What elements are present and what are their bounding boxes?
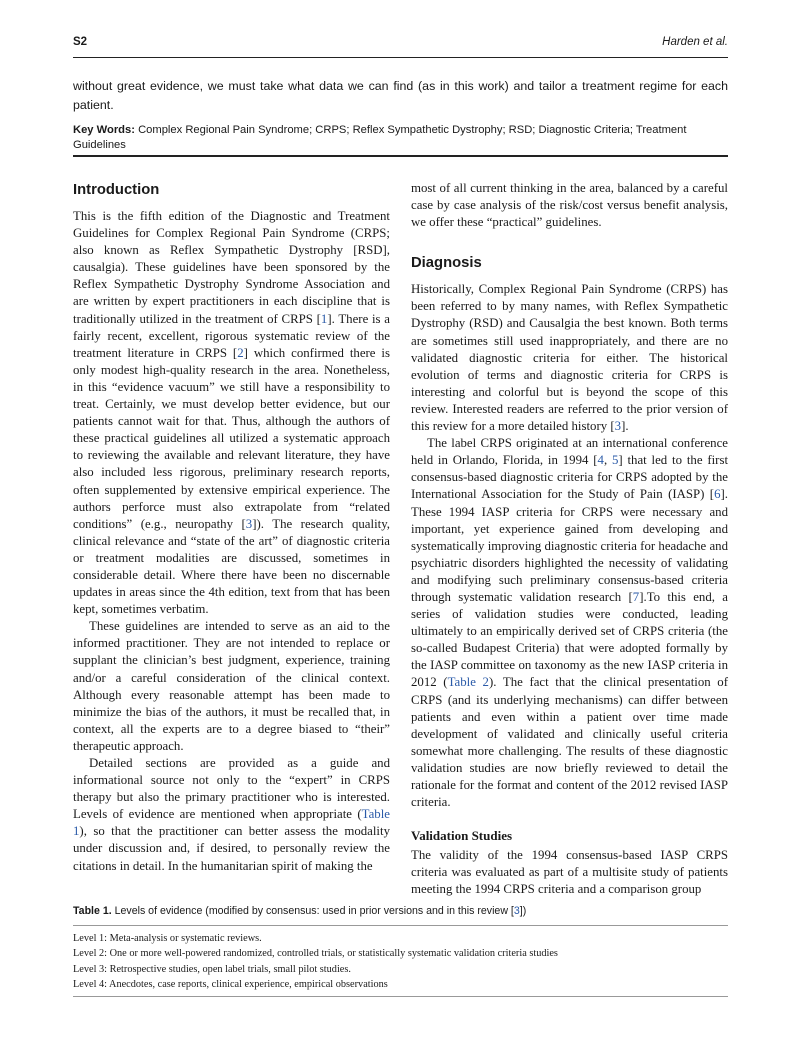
table-row: Level 1: Meta-analysis or systematic reviews. [73,933,262,944]
validation-paragraph-1: The validity of the 1994 consensus-based IASP CRPS criteria was evaluated as part of a multisite study of patients meeting the 1994 CRPS criteria and a comparison group [411,848,728,897]
introduction-paragraph-1: This is the fifth edition of the Diagnostic and Treatment Guidelines for Complex Regional Pain Syndrome (CRPS; also known as Reflex Sympathetic Dystrophy [RSD], causalgia). These guidelines have been sponsored by the Reflex Sympathetic Dystrophy Syndrome Association and are written by expert practitioners in each discipline that is traditionally utilized in the treatment of CRPS [1]. There is a fairly recent, excellent, rigorous systematic review of the treatment literature in CRPS [2] which confirmed there is only modest high-quality research in the area. Nonetheless, in this “evidence vacuum” we still have a responsibility to treat. Certainly, we must develop better evidence, but our patients cannot wait for that. Thus, although the authors of these practical guidelines all utilized a systematic approach to reviewing the available and relevant literature, they have also included less rigorous, preliminary research reports, often supplemented by extensive empirical experience. The authors perforce must also extrapolate from “related conditions” (e.g., neuropathy [3]). The research quality, clinical relevance and “state of the art” of diagnostic criteria or treatment modalities are discussed, sometimes in considerable detail. Where there have been no discernable updates in areas since the 4th edition, text from that has been kept, sometimes verbatim. [73,209,390,617]
citation-link[interactable]: 3 [614,419,622,434]
table-link[interactable]: Table 2 [447,675,489,690]
citation-link[interactable]: 1 [320,311,328,326]
citation-link[interactable]: 7 [632,589,640,604]
citation-link[interactable]: 3 [513,905,520,917]
introduction-paragraph-2: These guidelines are intended to serve as an aid to the informed practitioner. They are not intended to replace or supplant the clinician’s best judgment, experience, training and/or a careful consideration of the clinical context. Although every reasonable attempt has been made to minimize the bias of the authors, it must be recalled that, in context, all the experts are to a degree biased to “their” therapeutic approach. [73,619,390,753]
table-row: Level 4: Anecdotes, case reports, clinical experience, empirical observations [73,978,388,990]
introduction-paragraph-3-continued: most of all current thinking in the area, balanced by a careful case by case analysis of the risk/cost versus benefit analysis, we offer these “practical” guidelines. [411,181,728,230]
table-row: Level 2: One or more well-powered randomized, controlled trials, or statistically systematic validation criteria studies [73,948,558,960]
keywords-label: Key Words: [73,124,135,136]
citation-link[interactable]: 3 [245,516,253,531]
right-column [411,180,728,898]
diagnosis-paragraph-1: Historically, Complex Regional Pain Syndrome (CRPS) has been referred to by many names, with Reflex Sympathetic Dystrophy (RSD) and Causalgia the best known. Both terms are sometimes still used inappropriately, and there are no validated diagnostic criteria for either. The historical evolution of terms and diagnostic criteria for CRPS is interesting and colorful but is beyond the scope of this review. Interested readers are referred to the prior version of this review for a more detailed history [3]. [411,282,728,434]
abstract-divider [73,155,728,157]
header-divider [73,57,728,58]
author-running-title: Harden et al. [662,36,728,48]
table-caption: Table 1. Levels of evidence (modified by consensus: used in prior versions and in this review [3]) [73,905,527,917]
introduction-heading: Introduction [73,182,160,198]
table-row: Level 3: Retrospective studies, open label trials, small pilot studies. [73,963,351,975]
diagnosis-paragraph-2: The label CRPS originated at an international conference held in Orlando, Florida, in 1994 [4, 5] that led to the first consensus-based diagnostic criteria for CRPS adopted by the International Association for the Study of Pain (IASP) [6]. These 1994 IASP criteria for CRPS were necessary and important, yet experience gained from developing and systematically improving diagnostic criteria for headache and psychiatric disorders highlighted the necessity of validating and modifying such preliminary consensus-based criteria through systematic validation research [7].To this end, a series of validation studies were conducted, leading ultimately to an empirically derived set of CRPS criteria (the so-called Budapest Criteria) that were adopted formally by the IASP committee on taxonomy as the new IASP criteria in 2012 (Table 2). The fact that the clinical presentation of CRPS (and its underlying mechanisms) can differ between patients and even within a patient over time made development of validated and clinically useful criteria somewhat more challenging. The results of these diagnostic validation studies are now briefly reviewed to detail the rationale for the format and content of the 2012 revised IASP criteria. [411,436,729,810]
table-body [73,926,728,992]
table-label: Table 1. [73,905,112,917]
running-header [73,36,728,56]
citation-link[interactable]: 6 [714,487,721,502]
validation-studies-heading: Validation Studies [411,828,513,844]
keywords [73,123,733,153]
keywords-text: Complex Regional Pain Syndrome; CRPS; Reflex Sympathetic Dystrophy; RSD; Diagnostic Criteria; Treatment Guidelines [73,124,687,151]
table-link[interactable]: Table 1 [73,807,390,839]
left-column [73,180,390,875]
introduction-paragraph-3: Detailed sections are provided as a guide and informational source not only to the “expert” in CRPS therapy but also the primary practitioner who is interested. Levels of evidence are mentioned when appropriate (Table 1), so that the practitioner can better assess the modality under discussion and, if desired, to personally review the citations in detail. In the humanitarian spirit of making the [73,756,390,873]
citation-link[interactable]: 5 [611,453,619,468]
citation-link[interactable]: 2 [237,345,244,360]
table-bottom-rule [73,996,728,997]
citation-link[interactable]: 4 [597,453,604,468]
abstract-tail: without great evidence, we must take what data we can find (as in this work) and tailor a treatment regime for each patient. [73,79,728,112]
table-1 [73,904,728,997]
diagnosis-heading: Diagnosis [411,255,482,272]
page-number: S2 [73,36,88,48]
